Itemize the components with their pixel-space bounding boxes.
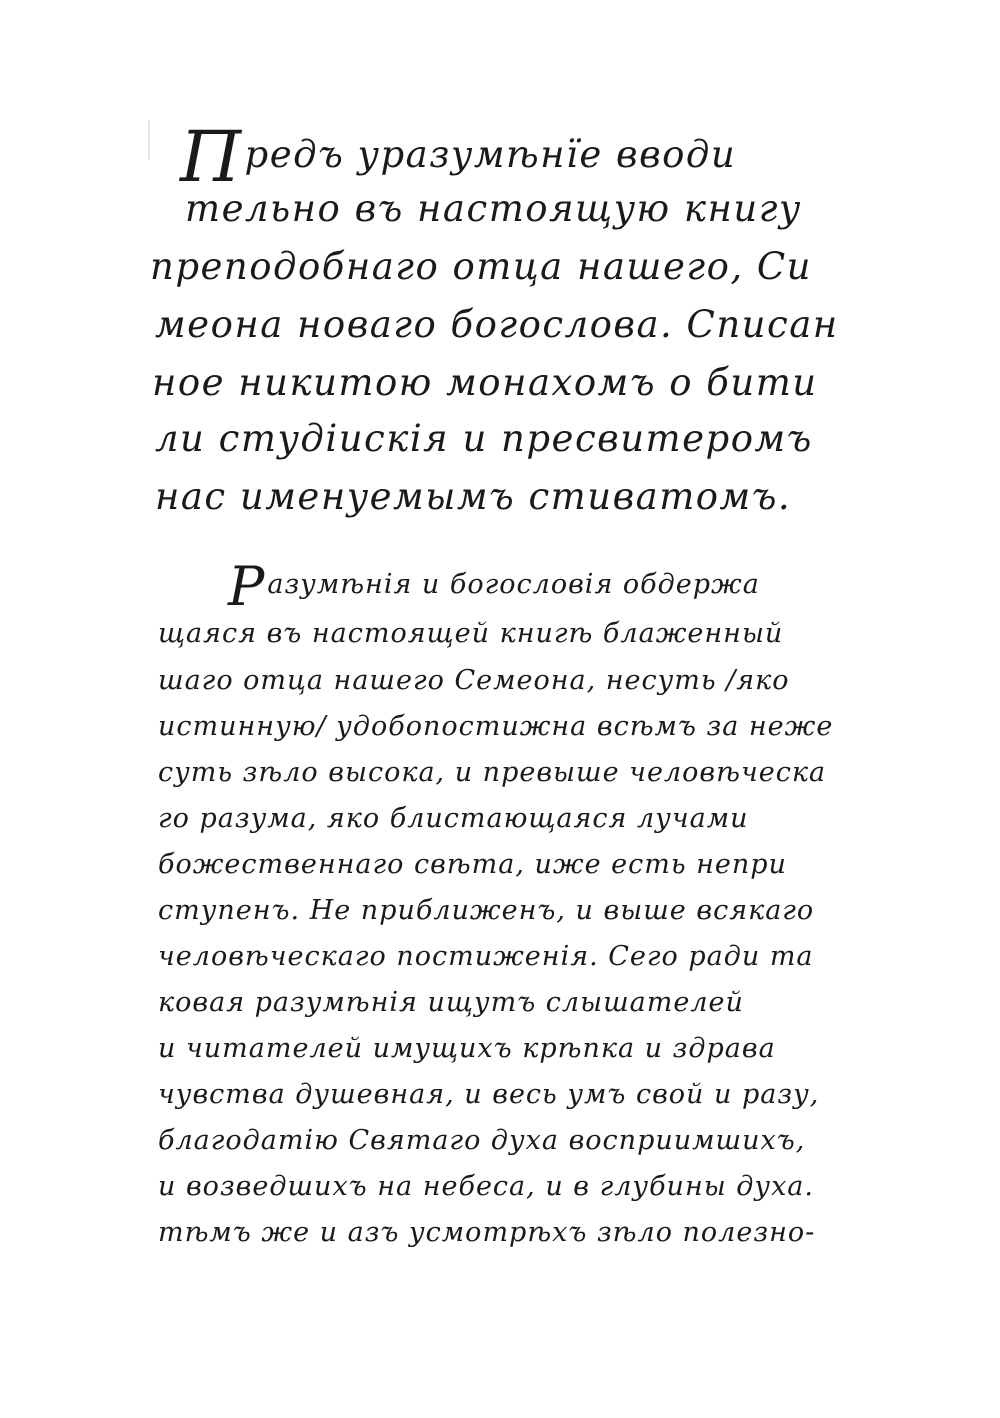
body-line-10-text: ковая разумѣнiя ищутъ слышателей bbox=[158, 987, 744, 1018]
body-line-9-text: человѣческаго постиженiя. Сего ради та bbox=[158, 941, 814, 972]
body-line-7-text: божественнаго свѣта, иже есть непри bbox=[158, 849, 787, 880]
body-line-13-text: благодатiю Святаго духа восприимшихъ, bbox=[158, 1125, 806, 1156]
body-line-12 bbox=[158, 1081, 819, 1108]
heading-line-7-text: нас именуемымъ стиватомъ. bbox=[155, 475, 792, 518]
heading-line-6-text: ли студiискiя и пресвитеромъ bbox=[155, 417, 813, 460]
heading-line-2-text: тельно въ настоящую книгу bbox=[185, 187, 802, 230]
body-line-7 bbox=[158, 851, 787, 878]
body-line-2-text: щаяся въ настоящей книгѣ блаженный bbox=[158, 618, 784, 649]
heading-initial: П bbox=[180, 116, 243, 198]
body-line-14 bbox=[158, 1173, 814, 1200]
heading-line-5-text: ное никитою монахомъ о бити bbox=[152, 361, 818, 404]
body-line-3-text: шаго отца нашего Семеона, несуть /яко bbox=[158, 665, 790, 696]
body-line-1 bbox=[228, 555, 760, 618]
body-line-10 bbox=[158, 989, 744, 1016]
body-line-11 bbox=[158, 1035, 776, 1062]
heading-line-1 bbox=[180, 116, 737, 198]
body-line-8-text: ступенъ. Не приближенъ, и выше всякаго bbox=[158, 895, 815, 926]
body-initial: Р bbox=[228, 555, 266, 618]
heading-line-2 bbox=[185, 187, 802, 230]
body-line-14-text: и возведшихъ на небеса, и в глубины духа. bbox=[158, 1171, 814, 1202]
body-line-4 bbox=[158, 713, 833, 740]
heading-line-1-text: редъ уразумѣнїе вводи bbox=[244, 133, 737, 176]
body-line-15 bbox=[158, 1219, 815, 1246]
heading-line-5 bbox=[152, 361, 818, 404]
body-line-9 bbox=[158, 943, 814, 970]
body-line-15-text: тѣмъ же и азъ усмотрѣхъ зѣло полезно- bbox=[158, 1217, 816, 1248]
heading-line-6 bbox=[155, 417, 813, 460]
heading-line-4 bbox=[155, 303, 839, 346]
heading-line-3-text: преподобнаго отца нашего, Си bbox=[150, 245, 813, 288]
margin-rule bbox=[148, 120, 150, 160]
body-line-8 bbox=[158, 897, 814, 924]
body-line-5-text: суть зѣло высока, и превыше человѣческа bbox=[158, 757, 827, 788]
body-line-11-text: и читателей имущихъ крѣпка и здрава bbox=[158, 1033, 776, 1064]
body-line-5 bbox=[158, 759, 826, 786]
body-line-2 bbox=[158, 620, 783, 647]
body-line-12-text: чувства душевная, и весь умъ свой и разу, bbox=[158, 1079, 820, 1110]
body-line-6-text: го разума, яко блистающаяся лучами bbox=[158, 803, 749, 834]
body-line-13 bbox=[158, 1127, 805, 1154]
heading-line-7 bbox=[155, 475, 792, 518]
body-line-1-text: азумѣнiя и богословiя обдержа bbox=[267, 569, 760, 600]
body-line-4-text: истинную/ удобопостижна всѣмъ за неже bbox=[158, 711, 834, 742]
body-line-3 bbox=[158, 667, 790, 694]
heading-line-3 bbox=[150, 245, 813, 288]
heading-line-4-text: меона новаго богослова. Списан bbox=[155, 303, 839, 346]
body-line-6 bbox=[158, 805, 749, 832]
